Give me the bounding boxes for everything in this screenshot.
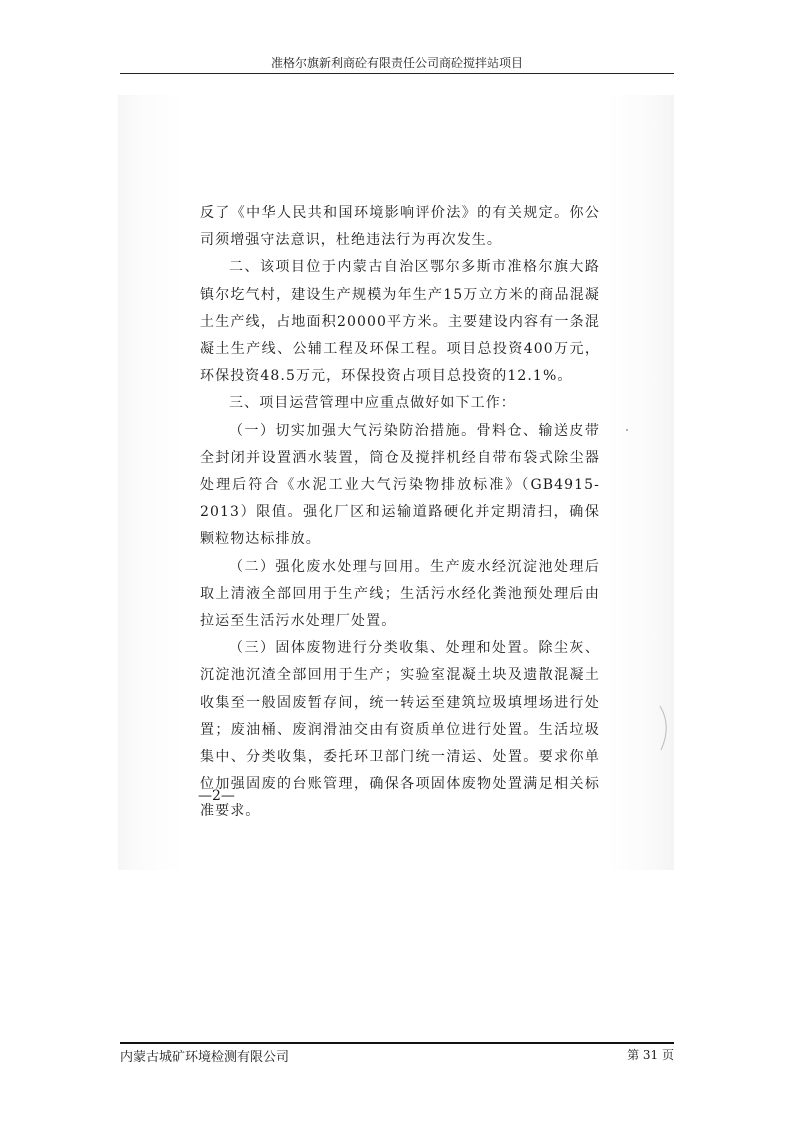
scan-margin-mark [658, 704, 674, 752]
footer-page-number: 第 31 页 [627, 1048, 674, 1062]
paragraph-solid-waste: （三）固体废物进行分类收集、处理和处置。除尘灰、沉淀池沉渣全部回用于生产；实验室混凝土块及遗散混凝土收集至一般固废暂存间，统一转运至建筑垃圾填埋场进行处置；废油桶、废润滑油交由有资质单位进行处置。生活垃圾集中、分类收集，委托环卫部门统一清运、处置。要求你单位加强固废的台账管理，确保各项固体废物处置满足相关标准要求。 [200, 640, 600, 820]
page-header-title: 准格尔旗新利商砼有限责任公司商砼搅拌站项目 [270, 56, 523, 70]
paragraph-air-pollution: （一）切实加强大气污染防治措施。骨料仓、输送皮带全封闭并设置洒水装置，筒仓及搅拌机经自带布袋式除尘器处理后符合《水泥工业大气污染物排放标准》（GB4915-2013）限值。强化厂区和运输道路硬化并定期清扫，确保颗粒物达标排放。 [200, 422, 600, 548]
document-body [200, 200, 600, 826]
footer-divider [120, 1042, 674, 1044]
paragraph-wastewater: （二）强化废水处理与回用。生产废水经沉淀池处理后取上清液全部回用于生产线；生活污水经化粪池预处理后由拉运至生活污水处理厂处置。 [200, 558, 600, 630]
paragraph-operations-heading: 三、项目运营管理中应重点做好如下工作： [229, 395, 516, 412]
paragraph-continuation: 反了《中华人民共和国环境影响评价法》的有关规定。你公司须增强守法意识，杜绝违法行为再次发生。 [200, 205, 600, 249]
paragraph-project-location: 二、该项目位于内蒙古自治区鄂尔多斯市准格尔旗大路镇尔圪气村，建设生产规模为年生产15万立方米的商品混凝土生产线，占地面积20000平方米。主要建设内容有一条混凝土生产线、公辅工程及环保工程。项目总投资400万元，环保投资48.5万元，环保投资占项目总投资的12.1%。 [200, 259, 600, 385]
scan-speck [626, 429, 628, 431]
inner-page-number: —2— [198, 788, 235, 804]
header-divider [120, 73, 674, 74]
footer-company: 内蒙古城矿环境检测有限公司 [120, 1050, 290, 1065]
